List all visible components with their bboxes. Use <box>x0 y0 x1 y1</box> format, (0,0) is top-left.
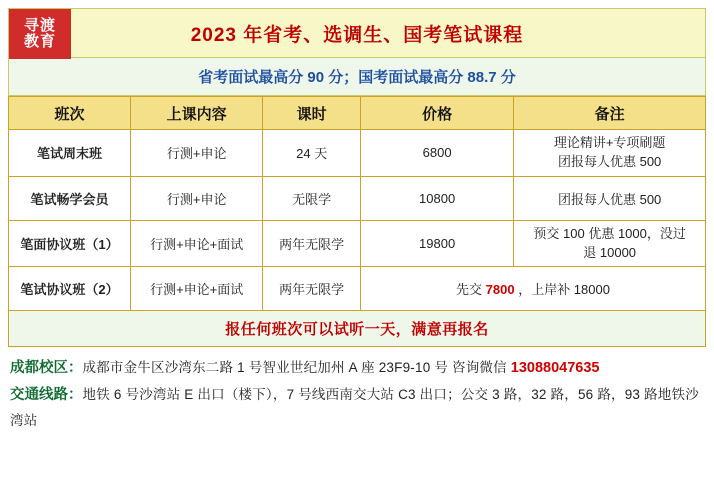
price-prefix: 先交 <box>456 282 483 298</box>
trial-notice-text: 报任何班次可以试听一天，满意再报名 <box>225 321 489 339</box>
price-highlight: 7800 <box>485 282 515 298</box>
brand-logo <box>9 9 71 59</box>
campus-label: 成都校区： <box>10 360 83 377</box>
table-header <box>9 97 706 130</box>
footer-info <box>8 347 706 434</box>
brand-logo-line2: 教育 <box>23 33 56 50</box>
transit-label: 交通线路： <box>10 387 83 404</box>
brand-logo-line1: 寻渡 <box>23 17 56 35</box>
table-row <box>9 220 706 267</box>
cell-content: 行测+申论 <box>130 130 262 177</box>
column-header-price: 价格 <box>360 97 513 130</box>
cell-note-line1: 理论精讲+专项刷题 <box>553 135 666 150</box>
cell-hours: 无限学 <box>263 176 361 220</box>
trial-notice-bar <box>8 311 706 347</box>
cell-content: 行测+申论+面试 <box>130 267 262 311</box>
transit-text: 地铁 6 号沙湾站 E 出口（楼下），7 号线西南交大站 C3 出口；公交 3 路，32 路，56 路，93 路地铁沙湾站 <box>10 387 699 428</box>
cell-class-name: 笔试周末班 <box>9 130 131 177</box>
subtitle-text: 省考面试最高分 90 分；国考面试最高分 88.7 分 <box>198 69 516 86</box>
price-suffix: ，上岸补 18000 <box>518 282 610 298</box>
table-row <box>9 176 706 220</box>
cell-hours: 两年无限学 <box>263 220 361 267</box>
column-header-content: 上课内容 <box>130 97 262 130</box>
cell-note <box>514 130 706 177</box>
cell-class-name: 笔试畅学会员 <box>9 176 131 220</box>
cell-content: 行测+申论+面试 <box>130 220 262 267</box>
cell-note-line2: 退 10000 <box>583 244 637 260</box>
subtitle-bar <box>8 58 706 96</box>
transit-line <box>10 382 704 434</box>
cell-price: 19800 <box>360 220 513 267</box>
column-header-class: 班次 <box>9 97 131 130</box>
cell-note-line2: 团报每人优惠 500 <box>557 153 662 169</box>
cell-price: 6800 <box>360 130 513 177</box>
campus-address: 成都市金牛区沙湾东二路 1 号智业世纪加州 A 座 23F9-10 号 咨询微信 <box>82 360 511 376</box>
cell-hours: 24 天 <box>263 130 361 177</box>
cell-class-name: 笔试协议班（2） <box>9 267 131 311</box>
table-body <box>9 130 706 311</box>
cell-content: 行测+申论 <box>130 176 262 220</box>
cell-note <box>514 220 706 267</box>
table-header-row <box>9 97 706 130</box>
page-title: 2023 年省考、选调生、国考笔试课程 <box>190 24 524 46</box>
table-row <box>9 267 706 311</box>
cell-note: 团报每人优惠 500 <box>514 176 706 220</box>
campus-line <box>10 355 704 382</box>
cell-note-line1: 预交 100 优惠 1000，没过 <box>533 225 686 241</box>
cell-price: 10800 <box>360 176 513 220</box>
table-row <box>9 130 706 177</box>
wechat-number: 13088047635 <box>510 360 600 377</box>
course-table <box>8 96 706 311</box>
cell-price-special <box>360 267 705 311</box>
cell-class-name: 笔面协议班（1） <box>9 220 131 267</box>
column-header-note: 备注 <box>514 97 706 130</box>
page-header <box>8 8 706 58</box>
column-header-hours: 课时 <box>263 97 361 130</box>
cell-hours: 两年无限学 <box>263 267 361 311</box>
